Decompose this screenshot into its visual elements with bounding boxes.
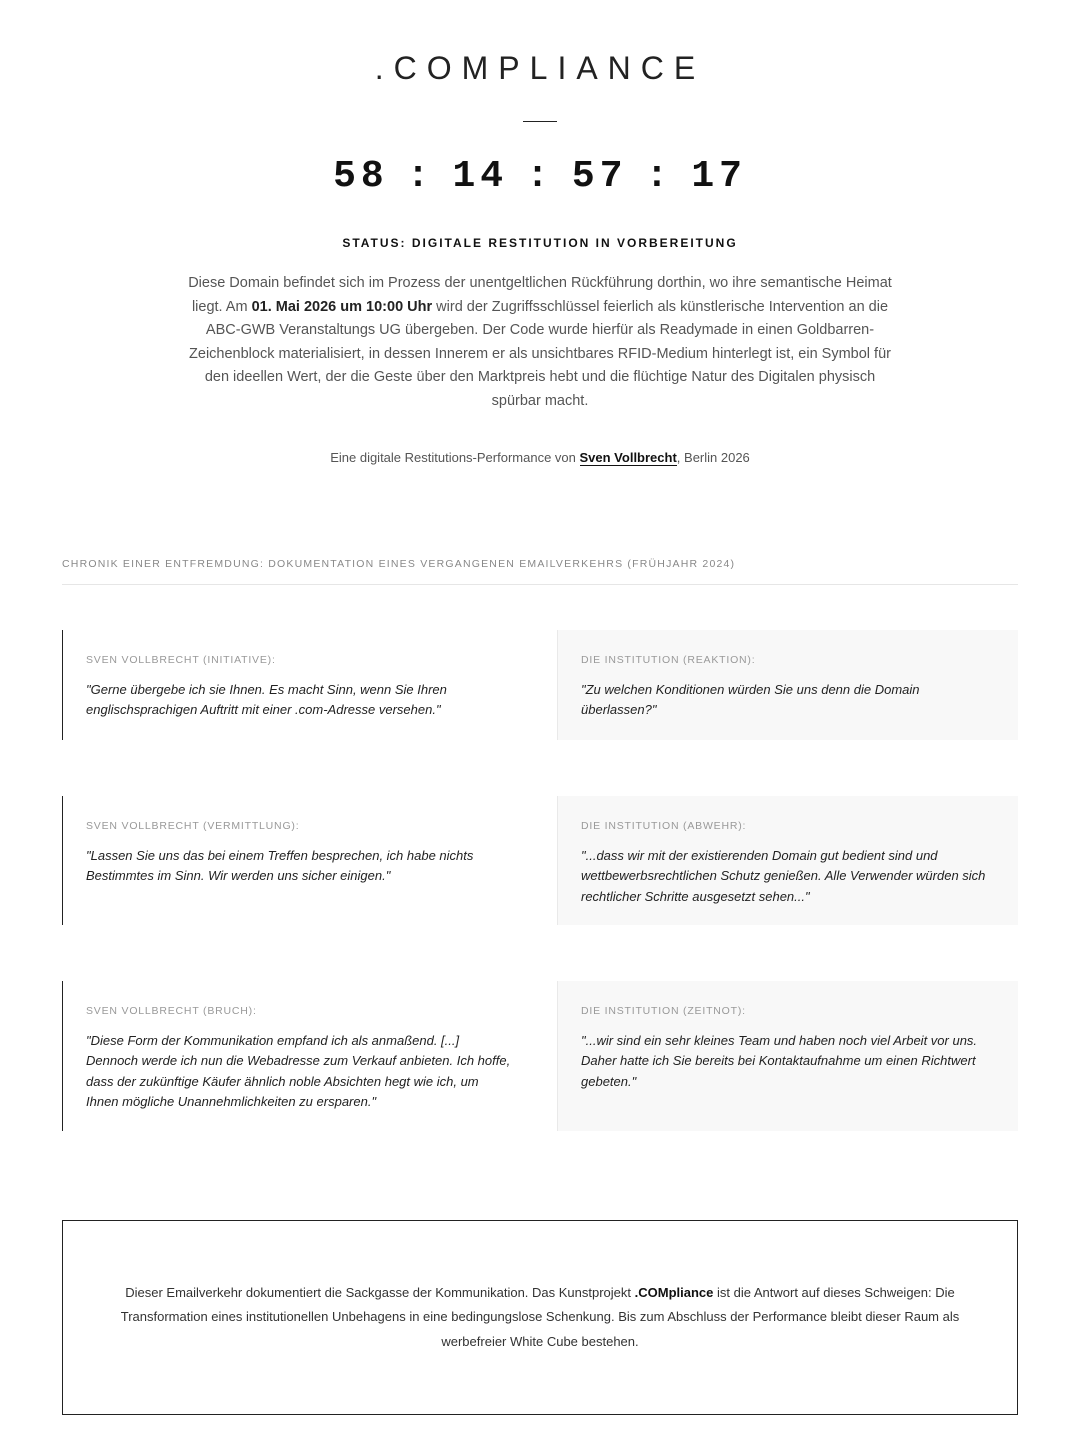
artist-name-link[interactable]: Sven Vollbrecht xyxy=(579,450,677,465)
credit-suffix: , Berlin 2026 xyxy=(676,450,750,465)
countdown-timer xyxy=(0,155,1080,198)
email-card-label: DIE INSTITUTION (ZEITNOT): xyxy=(581,1005,746,1017)
site-brand-title: .COMPLIANCE xyxy=(374,50,706,86)
intro-paragraph xyxy=(180,272,900,414)
countdown-separator: : xyxy=(526,155,554,198)
email-card-institution-defense xyxy=(557,796,1018,925)
email-card-label: DIE INSTITUTION (ABWEHR): xyxy=(581,820,747,832)
closing-statement-box xyxy=(62,1220,1018,1415)
project-name: .COMpliance xyxy=(634,1284,714,1300)
countdown-hours: 14 xyxy=(452,155,509,198)
email-card-institution-time-pressure xyxy=(557,981,1018,1131)
email-card-artist-initiative xyxy=(62,630,537,740)
email-card-label: SVEN VOLLBRECHT (BRUCH): xyxy=(86,1005,257,1017)
intro-text-part1: Diese Domain befindet sich im Prozess der unentgeltlichen Rückführung dorthin, wo ihre semantische Heimat liegt. Am xyxy=(188,275,892,315)
countdown-minutes: 57 xyxy=(571,155,628,198)
artist-credit xyxy=(0,450,1080,465)
email-card-quote: "Diese Form der Kommunikation empfand ich als anmaßend. [...] Dennoch werde ich nun die Webadresse zum Verkauf anbieten. Ich hoffe, dass der zukünftige Käufer ähnlich noble Absichten hegt wie ich, um Ihnen mögliche Unannehmlichkeiten zu ersparen." xyxy=(86,1033,511,1109)
email-card-label: DIE INSTITUTION (REAKTION): xyxy=(581,654,756,666)
intro-text-part2: wird der Zugriffsschlüssel feierlich als künstlerische Intervention an die ABC-GWB Veranstaltungs UG übergeben. Der Code wurde hierfür als Readymade in einen Goldbarren-Zeichenblock materialisiert, in dessen Innerem er als unsichtbares RFID-Medium hinterlegt ist, ein Symbol für den ideellen Wert, der die Geste über den Marktpreis hebt und die flüchtige Natur des Digitalen physisch spürbar macht. xyxy=(189,298,891,409)
intro-date: 01. Mai 2026 um 10:00 Uhr xyxy=(251,298,433,315)
email-card-label: SVEN VOLLBRECHT (VERMITTLUNG): xyxy=(86,820,300,832)
email-card-quote: "...wir sind ein sehr kleines Team und haben noch viel Arbeit vor uns. Daher hatte ich Sie bereits bei Kontaktaufnahme um einen Richtwert gebeten." xyxy=(581,1033,978,1089)
closing-text-part2: ist die Antwort auf dieses Schweigen: Die Transformation eines institutionellen Unbehagens in eine bedingungslose Schenkung. Bis zum Abschluss der Performance bleibt dieser Raum als werbefreier White Cube bestehen. xyxy=(120,1284,960,1349)
credit-prefix: Eine digitale Restitutions-Performance von xyxy=(330,450,580,465)
email-card-artist-break xyxy=(62,981,537,1131)
countdown-separator: : xyxy=(645,155,674,198)
countdown-days: 58 xyxy=(333,155,389,198)
countdown-separator: : xyxy=(406,155,435,198)
email-card-quote: "Zu welchen Konditionen würden Sie uns denn die Domain überlassen?" xyxy=(581,682,920,718)
email-card-label: SVEN VOLLBRECHT (INITIATIVE): xyxy=(86,654,276,666)
email-card-artist-mediation xyxy=(62,796,537,925)
chronicle-title: CHRONIK EINER ENTFREMDUNG: DOKUMENTATION EINES VERGANGENEN EMAILVERKEHRS (FRÜHJAHR 2024) xyxy=(62,558,1018,585)
closing-statement-text xyxy=(103,1281,977,1355)
email-card-institution-reaction xyxy=(557,630,1018,740)
title-divider xyxy=(523,121,557,122)
status-heading: STATUS: DIGITALE RESTITUTION IN VORBEREITUNG xyxy=(342,236,738,250)
email-card-quote: "Gerne übergebe ich sie Ihnen. Es macht Sinn, wenn Sie Ihren englischsprachigen Auftritt mit einer .com-Adresse versehen." xyxy=(86,682,447,718)
closing-text-part1: Dieser Emailverkehr dokumentiert die Sackgasse der Kommunikation. Das Kunstprojekt xyxy=(125,1284,635,1300)
email-card-quote: "...dass wir mit der existierenden Domain gut bedient sind und wettbewerbsrechtlichen Schutz genießen. Alle Verwender würden sich rechtlicher Schritte ausgesetzt sehen..." xyxy=(581,848,986,904)
email-card-quote: "Lassen Sie uns das bei einem Treffen besprechen, ich habe nichts Bestimmtes im Sinn. Wir werden uns sicher einigen." xyxy=(86,848,474,884)
countdown-seconds: 17 xyxy=(691,155,747,198)
